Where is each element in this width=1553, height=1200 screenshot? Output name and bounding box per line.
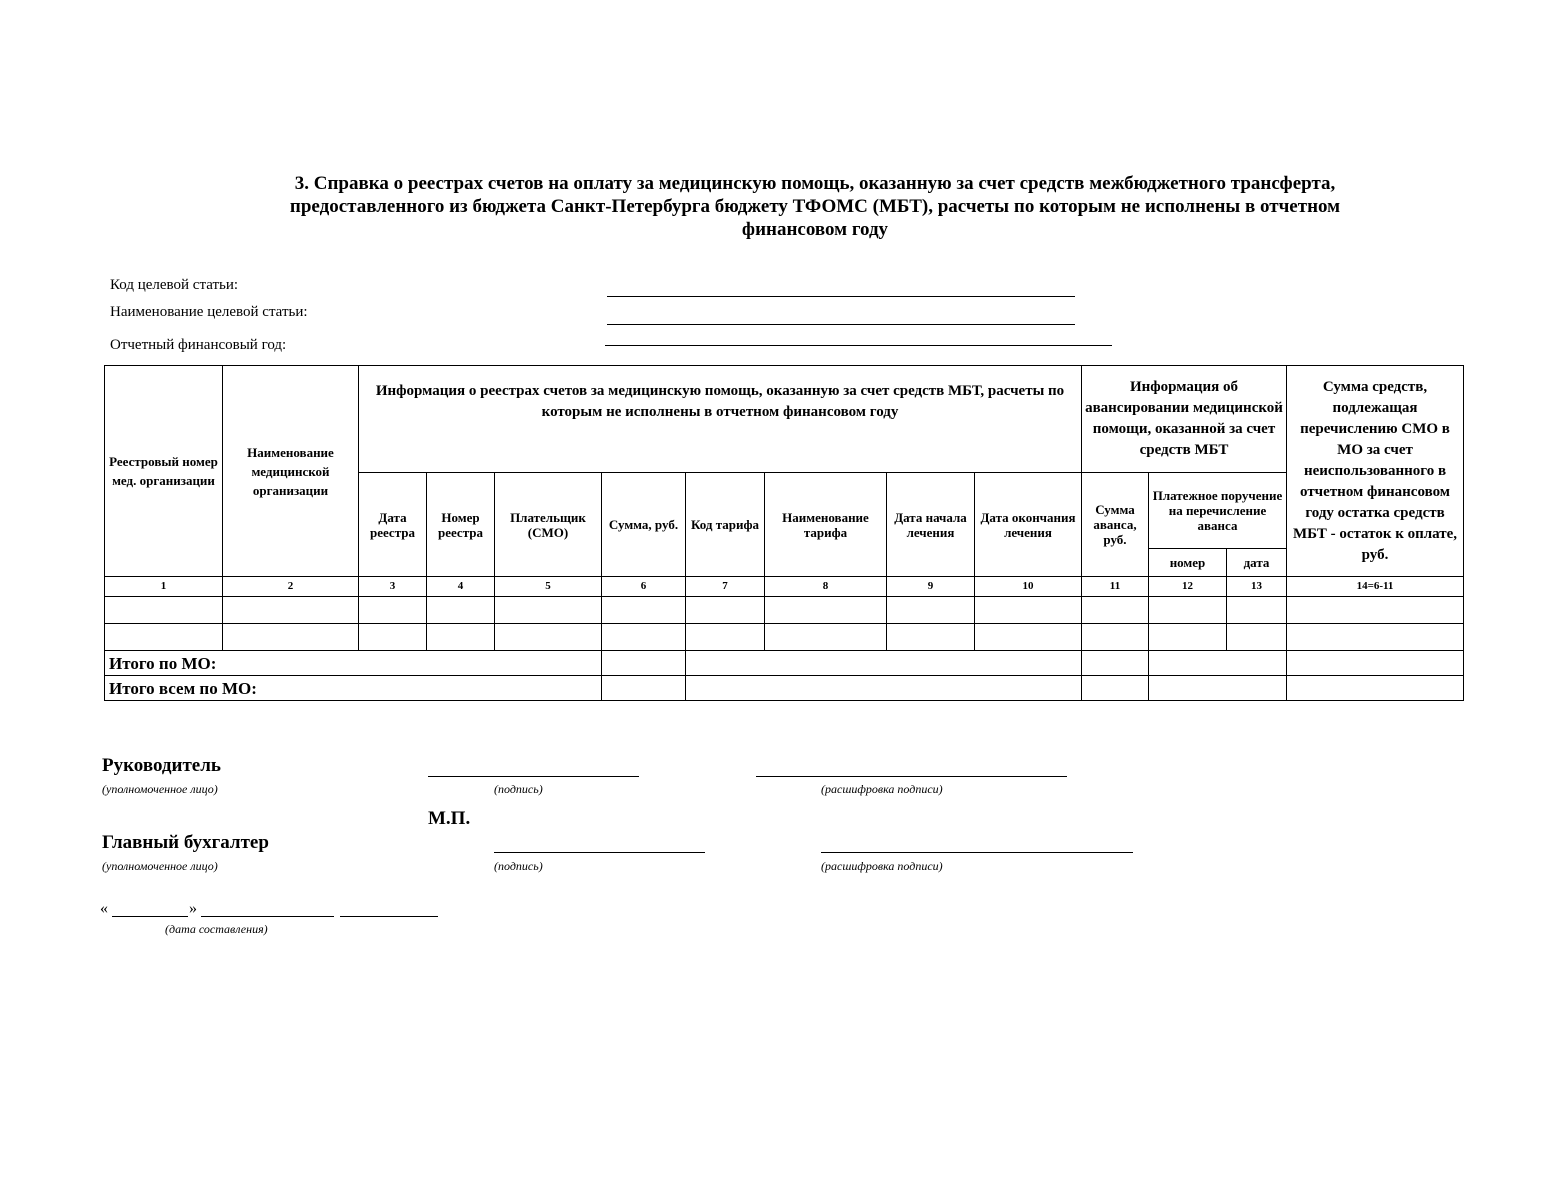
table-cell[interactable] <box>1082 624 1149 651</box>
fiscal-year-label: Отчетный финансовый год: <box>110 337 287 353</box>
total-all-sum[interactable] <box>602 676 686 701</box>
total-all-order <box>1149 676 1287 701</box>
header-registry-num: Номер реестра <box>427 473 495 577</box>
date-caption: (дата составления) <box>165 922 268 936</box>
table-cell[interactable] <box>223 624 359 651</box>
target-name-field[interactable] <box>607 324 1075 325</box>
document-title <box>170 172 1460 241</box>
table-cell[interactable] <box>105 597 223 624</box>
accountant-signature-caption: (подпись) <box>494 859 543 873</box>
column-number: 12 <box>1149 577 1227 597</box>
total-mo-balance[interactable] <box>1287 651 1464 676</box>
total-mo-order <box>1149 651 1287 676</box>
total-all-balance[interactable] <box>1287 676 1464 701</box>
column-number: 1 <box>105 577 223 597</box>
total-mo-sum[interactable] <box>602 651 686 676</box>
total-mo-blank <box>686 651 1082 676</box>
table-cell[interactable] <box>686 597 765 624</box>
column-number: 9 <box>887 577 975 597</box>
header-payment-order: Платежное поручение на перечисление аванса <box>1149 473 1287 549</box>
table-cell[interactable] <box>1227 624 1287 651</box>
header-start-date: Дата начала лечения <box>887 473 975 577</box>
head-decoding-caption: (расшифровка подписи) <box>821 782 943 796</box>
column-number: 2 <box>223 577 359 597</box>
date-month-line[interactable] <box>201 916 334 917</box>
column-number: 5 <box>495 577 602 597</box>
table-cell[interactable] <box>1227 597 1287 624</box>
table-cell[interactable] <box>602 624 686 651</box>
column-number: 8 <box>765 577 887 597</box>
target-code-label: Код целевой статьи: <box>110 277 239 293</box>
total-all-advance[interactable] <box>1082 676 1149 701</box>
date-open-quote: « <box>100 900 108 917</box>
table-cell[interactable] <box>1149 597 1227 624</box>
chief-accountant-title: Главный бухгалтер <box>102 832 269 853</box>
column-number: 6 <box>602 577 686 597</box>
table-cell[interactable] <box>359 597 427 624</box>
table-cell[interactable] <box>887 624 975 651</box>
head-title: Руководитель <box>102 755 221 776</box>
header-order-number: номер <box>1149 549 1227 577</box>
table-cell[interactable] <box>765 624 887 651</box>
head-authorized-caption: (уполномоченное лицо) <box>102 782 218 796</box>
table-cell[interactable] <box>1287 624 1464 651</box>
total-mo-label: Итого по МО: <box>105 651 602 676</box>
table-cell[interactable] <box>765 597 887 624</box>
table-cell[interactable] <box>427 597 495 624</box>
header-registry-date: Дата реестра <box>359 473 427 577</box>
header-end-date: Дата окончания лечения <box>975 473 1082 577</box>
table-cell[interactable] <box>359 624 427 651</box>
table-cell[interactable] <box>975 624 1082 651</box>
accountant-decoding-line[interactable] <box>821 852 1133 853</box>
table-cell[interactable] <box>1287 597 1464 624</box>
header-sum-rub: Сумма, руб. <box>602 473 686 577</box>
header-advance-info: Информация об авансировании медицинской помощи, оказанной за счет средств МБТ <box>1082 366 1287 473</box>
column-number: 7 <box>686 577 765 597</box>
table-cell[interactable] <box>105 624 223 651</box>
table-row <box>105 624 1464 651</box>
title-line-3: финансовом году <box>741 219 889 240</box>
table-cell[interactable] <box>495 624 602 651</box>
date-close-quote: » <box>189 900 197 917</box>
fiscal-year-field[interactable] <box>605 345 1112 346</box>
table-cell[interactable] <box>602 597 686 624</box>
column-number: 11 <box>1082 577 1149 597</box>
table-cell[interactable] <box>427 624 495 651</box>
total-mo-row <box>105 651 1464 676</box>
header-tariff-code: Код тарифа <box>686 473 765 577</box>
total-all-label: Итого всем по МО: <box>105 676 602 701</box>
stamp-place: М.П. <box>428 808 471 829</box>
table-cell[interactable] <box>495 597 602 624</box>
table-cell[interactable] <box>887 597 975 624</box>
column-number: 10 <box>975 577 1082 597</box>
date-day-line[interactable] <box>112 916 188 917</box>
column-number: 3 <box>359 577 427 597</box>
accountant-signature-line[interactable] <box>494 852 705 853</box>
accountant-decoding-caption: (расшифровка подписи) <box>821 859 943 873</box>
head-signature-caption: (подпись) <box>494 782 543 796</box>
accountant-authorized-caption: (уполномоченное лицо) <box>102 859 218 873</box>
title-line-2: предоставленного из бюджета Санкт-Петербурга бюджету ТФОМС (МБТ), расчеты по которым не исполнены в отчетном <box>289 196 1341 217</box>
head-signature-line[interactable] <box>428 776 639 777</box>
column-number: 13 <box>1227 577 1287 597</box>
target-code-field[interactable] <box>607 296 1075 297</box>
table-row <box>105 597 1464 624</box>
column-number: 14=6-11 <box>1287 577 1464 597</box>
head-decoding-line[interactable] <box>756 776 1067 777</box>
header-payer: Плательщик (СМО) <box>495 473 602 577</box>
table-cell[interactable] <box>223 597 359 624</box>
header-sum-funds: Сумма средств, подлежащая перечислению СМО в МО за счет неиспользованного в отчетном финансовом году остатка средств МБТ - остаток к оплате, руб. <box>1287 366 1464 577</box>
header-registry-info: Информация о реестрах счетов за медицинскую помощь, оказанную за счет средств МБТ, расчеты по которым не исполнены в отчетном финансовом году <box>359 366 1082 473</box>
total-mo-advance[interactable] <box>1082 651 1149 676</box>
table-cell[interactable] <box>1082 597 1149 624</box>
total-all-blank <box>686 676 1082 701</box>
column-number: 4 <box>427 577 495 597</box>
table-cell[interactable] <box>975 597 1082 624</box>
header-tariff-name: Наименование тарифа <box>765 473 887 577</box>
date-year-line[interactable] <box>340 916 438 917</box>
table-cell[interactable] <box>686 624 765 651</box>
header-org-name: Наименование медицинской организации <box>223 366 359 577</box>
title-line-1: 3. Справка о реестрах счетов на оплату за медицинскую помощь, оказанную за счет средств межбюджетного трансферта, <box>294 173 1336 194</box>
header-order-date: дата <box>1227 549 1287 577</box>
total-all-row <box>105 676 1464 701</box>
table-cell[interactable] <box>1149 624 1227 651</box>
header-advance-sum: Сумма аванса, руб. <box>1082 473 1149 577</box>
registry-table <box>104 365 1464 701</box>
target-name-label: Наименование целевой статьи: <box>110 304 308 320</box>
header-registry-number: Реестровый номер мед. организации <box>105 366 223 577</box>
